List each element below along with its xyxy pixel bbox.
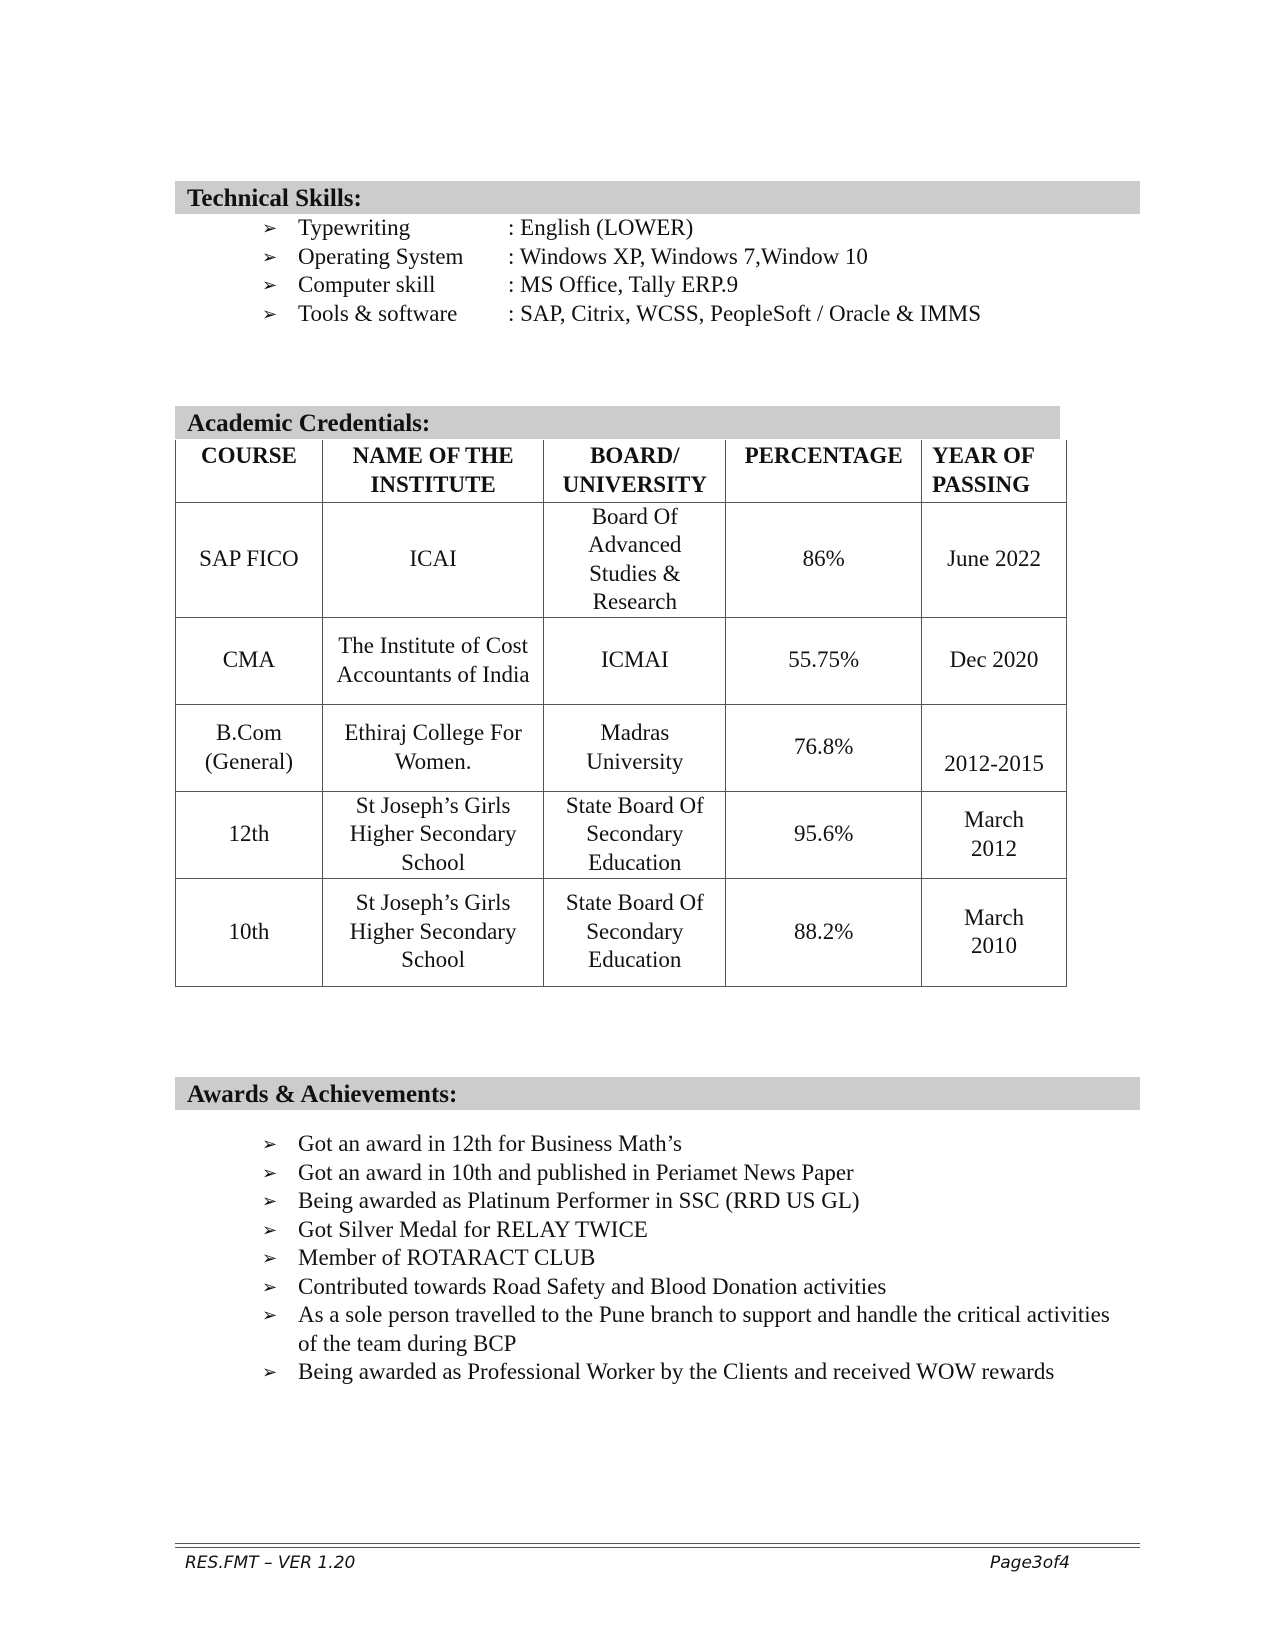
cell-year: 2012-2015 <box>922 704 1067 791</box>
list-item <box>262 1159 1132 1188</box>
cell-year: March 2012 <box>922 791 1067 878</box>
cell-percentage: 88.2% <box>726 878 922 986</box>
cell-course: SAP FICO <box>176 502 323 617</box>
arrow-bullet-icon: ➢ <box>262 1305 278 1325</box>
table-row <box>176 617 1067 704</box>
list-item <box>262 1130 1132 1159</box>
cell-institute: ICAI <box>322 502 544 617</box>
arrow-bullet-icon: ➢ <box>262 246 278 267</box>
award-text: Being awarded as Platinum Performer in SSC (RRD US GL) <box>298 1188 860 1213</box>
cell-board: Madras University <box>544 704 726 791</box>
skill-item <box>262 271 981 300</box>
academic-credentials-table <box>175 440 1067 987</box>
cell-course: 12th <box>176 791 323 878</box>
award-text: Contributed towards Road Safety and Blood Donation activities <box>298 1273 887 1299</box>
list-item <box>262 1301 1132 1358</box>
award-text: Member of ROTARACT CLUB <box>298 1245 596 1270</box>
cell-board: ICMAI <box>544 617 726 704</box>
list-item <box>262 1244 1132 1273</box>
table-row <box>176 502 1067 617</box>
arrow-bullet-icon: ➢ <box>262 1276 278 1297</box>
technical-skills-heading: Technical Skills: <box>175 181 1140 214</box>
arrow-bullet-icon: ➢ <box>262 275 278 295</box>
list-item <box>262 1216 1132 1245</box>
list-item <box>262 1358 1132 1387</box>
skill-value: : Windows XP, Windows 7,Window 10 <box>508 243 868 269</box>
skill-name: Operating System <box>298 243 464 269</box>
cell-institute: St Joseph’s Girls Higher Secondary School <box>322 791 544 878</box>
cell-board: Board Of Advanced Studies & Research <box>544 502 726 617</box>
footer-divider <box>175 1543 1140 1548</box>
cell-board: State Board Of Secondary Education <box>544 791 726 878</box>
arrow-bullet-icon: ➢ <box>262 1162 278 1183</box>
cell-course: CMA <box>176 617 323 704</box>
cell-institute: The Institute of Cost Accountants of India <box>322 617 544 704</box>
footer-page-number: Page3of4 <box>990 1553 1070 1573</box>
arrow-bullet-icon: ➢ <box>262 218 278 238</box>
cell-institute: St Joseph’s Girls Higher Secondary School <box>322 878 544 986</box>
arrow-bullet-icon: ➢ <box>262 1191 278 1211</box>
table-row <box>176 878 1067 986</box>
cell-course: 10th <box>176 878 323 986</box>
skill-value: : English (LOWER) <box>508 215 694 240</box>
arrow-bullet-icon: ➢ <box>262 303 278 324</box>
arrow-bullet-icon: ➢ <box>262 1248 278 1268</box>
list-item <box>262 1187 1132 1216</box>
award-text: Being awarded as Professional Worker by the Clients and received WOW rewards <box>298 1359 1055 1384</box>
award-text: Got an award in 12th for Business Math’s <box>298 1131 682 1156</box>
skill-name: Tools & software <box>298 300 458 326</box>
table-row <box>176 704 1067 791</box>
cell-year: Dec 2020 <box>922 617 1067 704</box>
awards-list <box>262 1130 1132 1387</box>
academic-credentials-heading: Academic Credentials: <box>175 406 1060 439</box>
cell-board: State Board Of Secondary Education <box>544 878 726 986</box>
awards-heading: Awards & Achievements: <box>175 1077 1140 1110</box>
skill-value: : MS Office, Tally ERP.9 <box>508 272 739 297</box>
award-text: Got an award in 10th and published in Periamet News Paper <box>298 1159 854 1185</box>
header-course: COURSE <box>176 440 323 502</box>
cell-percentage: 86% <box>726 502 922 617</box>
cell-year: March 2010 <box>922 878 1067 986</box>
arrow-bullet-icon: ➢ <box>262 1134 278 1154</box>
list-item <box>262 1273 1132 1302</box>
arrow-bullet-icon: ➢ <box>262 1362 278 1382</box>
technical-skills-list <box>262 214 981 328</box>
cell-course: B.Com (General) <box>176 704 323 791</box>
skill-value: : SAP, Citrix, WCSS, PeopleSoft / Oracle & IMMS <box>508 300 982 326</box>
cell-percentage: 55.75% <box>726 617 922 704</box>
header-institute: NAME OF THE INSTITUTE <box>322 440 544 502</box>
table-header-row <box>176 440 1067 502</box>
award-text: Got Silver Medal for RELAY TWICE <box>298 1216 648 1242</box>
header-percentage: PERCENTAGE <box>726 440 922 502</box>
skill-item <box>262 214 981 243</box>
footer-version: RES.FMT – VER 1.20 <box>185 1553 356 1573</box>
skill-name: Typewriting <box>298 215 411 240</box>
cell-year: June 2022 <box>922 502 1067 617</box>
table-row <box>176 791 1067 878</box>
skill-name: Computer skill <box>298 272 436 297</box>
cell-institute: Ethiraj College For Women. <box>322 704 544 791</box>
header-year: YEAR OF PASSING <box>922 440 1067 502</box>
skill-item <box>262 300 981 329</box>
award-text: As a sole person travelled to the Pune branch to support and handle the critical activities of the team during BCP <box>298 1302 1110 1356</box>
cell-percentage: 76.8% <box>726 704 922 791</box>
cell-percentage: 95.6% <box>726 791 922 878</box>
header-board: BOARD/ UNIVERSITY <box>544 440 726 502</box>
skill-item <box>262 243 981 272</box>
arrow-bullet-icon: ➢ <box>262 1219 278 1240</box>
